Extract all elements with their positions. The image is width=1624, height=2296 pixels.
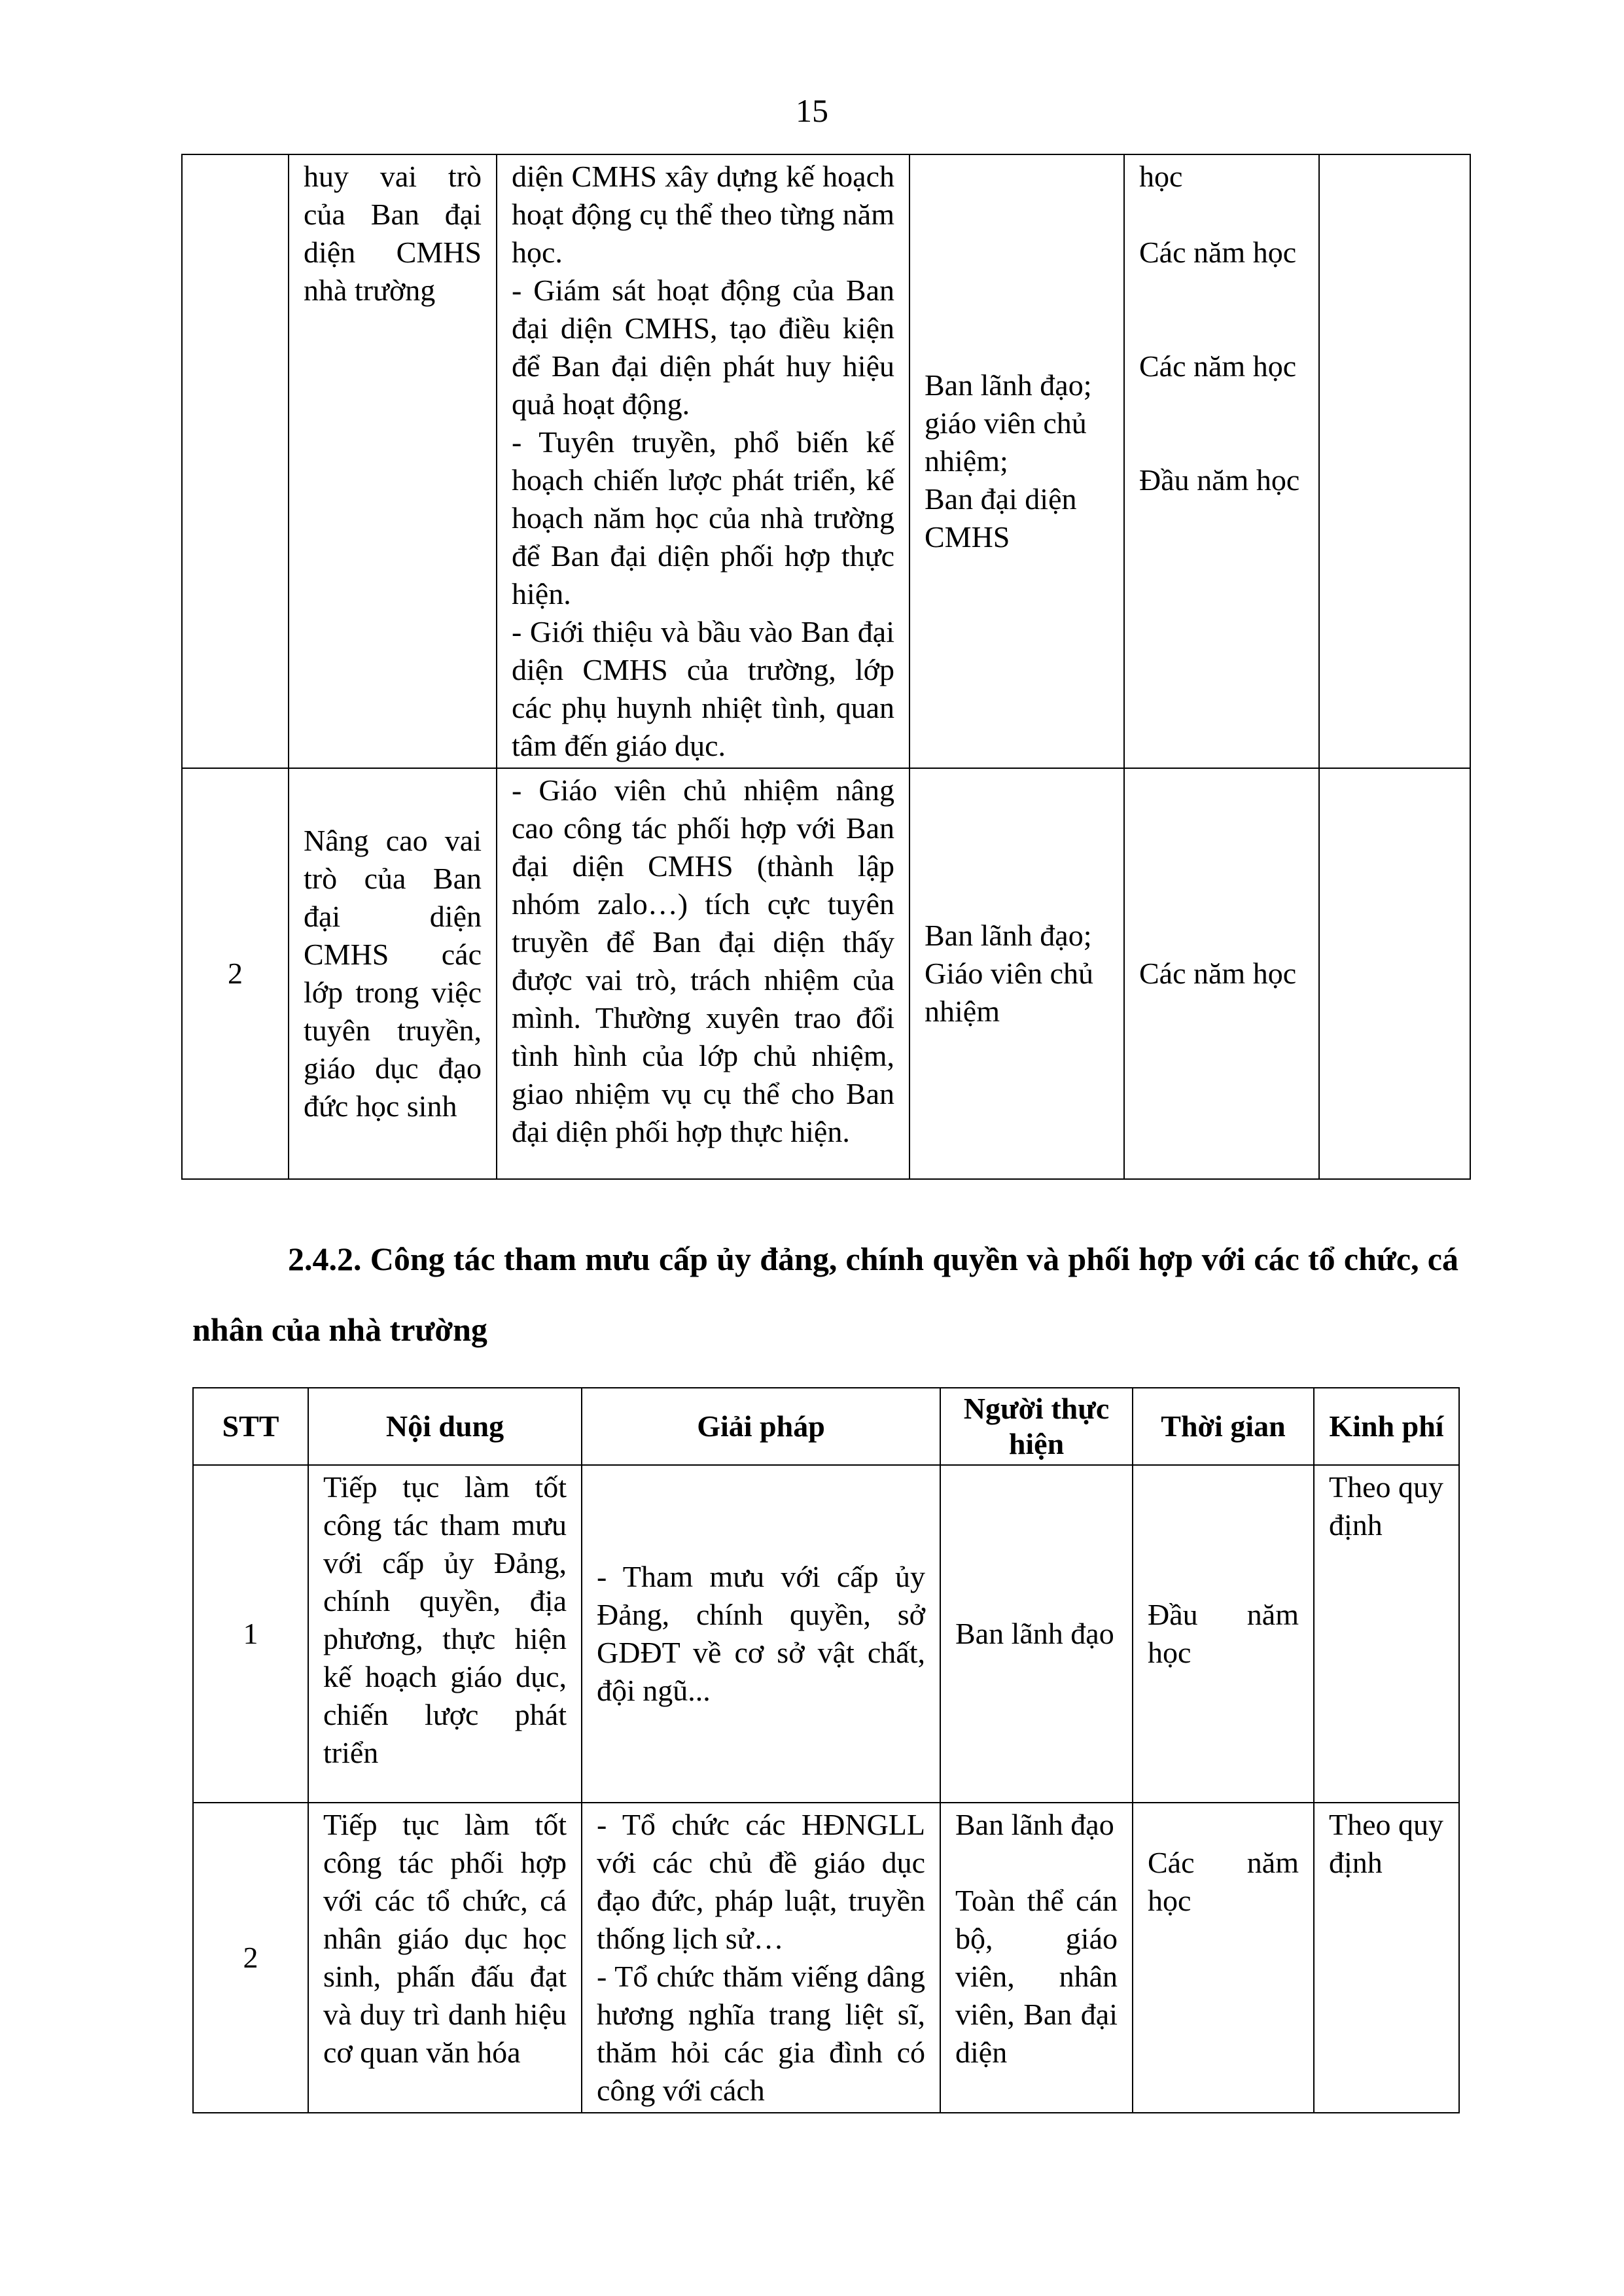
content-cell: Nâng cao vai trò của Ban đại diện CMHS các lớp trong việc tuyên truyền, giáo dục đạo đức học sinh <box>289 768 497 1179</box>
header-content: Nội dung <box>308 1388 582 1465</box>
time-cell: Các năm học <box>1124 768 1319 1179</box>
time-cell: Các năm học <box>1133 1803 1314 2113</box>
header-cost: Kinh phí <box>1314 1388 1459 1465</box>
table-parent-association <box>181 154 1471 1180</box>
stt-cell <box>182 154 289 768</box>
person-cell: Ban lãnh đạo; giáo viên chủ nhiệm; Ban đại diện CMHS <box>909 154 1124 768</box>
header-time: Thời gian <box>1133 1388 1314 1465</box>
time-cell: Đầu năm học <box>1133 1465 1314 1803</box>
person-cell: Ban lãnh đạo <box>940 1465 1133 1803</box>
table-header-row <box>193 1388 1459 1465</box>
cost-cell: Theo quy định <box>1314 1465 1459 1803</box>
table-advisory-coordination <box>192 1387 1460 2113</box>
stt-cell: 2 <box>193 1803 308 2113</box>
cost-cell: Theo quy định <box>1314 1803 1459 2113</box>
content-cell: Tiếp tục làm tốt công tác tham mưu với cấp ủy Đảng, chính quyền, địa phương, thực hiện kế hoạch giáo dục, chiến lược phát triển <box>308 1465 582 1803</box>
header-stt: STT <box>193 1388 308 1465</box>
page-number: 15 <box>796 92 828 129</box>
solution-cell: - Tổ chức các HĐNGLL với các chủ đề giáo dục đạo đức, pháp luật, truyền thống lịch sử… - Tổ chức thăm viếng dâng hương nghĩa trang liệt sĩ, thăm hỏi các gia đình có công với cách <box>582 1803 940 2113</box>
table-row <box>193 1803 1459 2113</box>
header-solution: Giải pháp <box>582 1388 940 1465</box>
table-row <box>193 1465 1459 1803</box>
solution-cell: - Giáo viên chủ nhiệm nâng cao công tác phối hợp với Ban đại diện CMHS (thành lập nhóm zalo…) tích cực tuyên truyền để Ban đại diện thấy được vai trò, trách nhiệm của mình. Thường xuyên trao đổi tình hình của lớp chủ nhiệm, giao nhiệm vụ cụ thể cho Ban đại diện phối hợp thực hiện. <box>497 768 909 1179</box>
time-cell: học Các năm học Các năm học Đầu năm học <box>1124 154 1319 768</box>
solution-cell: - Tham mưu với cấp ủy Đảng, chính quyền, sở GDĐT về cơ sở vật chất, đội ngũ... <box>582 1465 940 1803</box>
header-person: Người thực hiện <box>940 1388 1133 1465</box>
person-cell: Ban lãnh đạo Toàn thể cán bộ, giáo viên, nhân viên, Ban đại diện <box>940 1803 1133 2113</box>
cost-cell <box>1319 154 1470 768</box>
table-row <box>182 154 1470 768</box>
cost-cell <box>1319 768 1470 1179</box>
content-cell: Tiếp tục làm tốt công tác phối hợp với các tổ chức, cá nhân giáo dục học sinh, phấn đấu đạt và duy trì danh hiệu cơ quan văn hóa <box>308 1803 582 2113</box>
stt-cell: 2 <box>182 768 289 1179</box>
section-heading: 2.4.2. Công tác tham mưu cấp ủy đảng, chính quyền và phối hợp với các tổ chức, cá nhân của nhà trường <box>192 1241 1458 1348</box>
table-row <box>182 768 1470 1179</box>
content-cell: huy vai trò của Ban đại diện CMHS nhà trường <box>289 154 497 768</box>
stt-cell: 1 <box>193 1465 308 1803</box>
person-cell: Ban lãnh đạo; Giáo viên chủ nhiệm <box>909 768 1124 1179</box>
solution-cell: diện CMHS xây dựng kế hoạch hoạt động cụ thể theo từng năm học. - Giám sát hoạt động của Ban đại diện CMHS, tạo điều kiện để Ban đại diện phát huy hiệu quả hoạt động. - Tuyên truyền, phổ biến kế hoạch chiến lược phát triển, kế hoạch năm học của nhà trường để Ban đại diện phối hợp thực hiện. - Giới thiệu và bầu vào Ban đại diện CMHS của trường, lớp các phụ huynh nhiệt tình, quan tâm đến giáo dục. <box>497 154 909 768</box>
